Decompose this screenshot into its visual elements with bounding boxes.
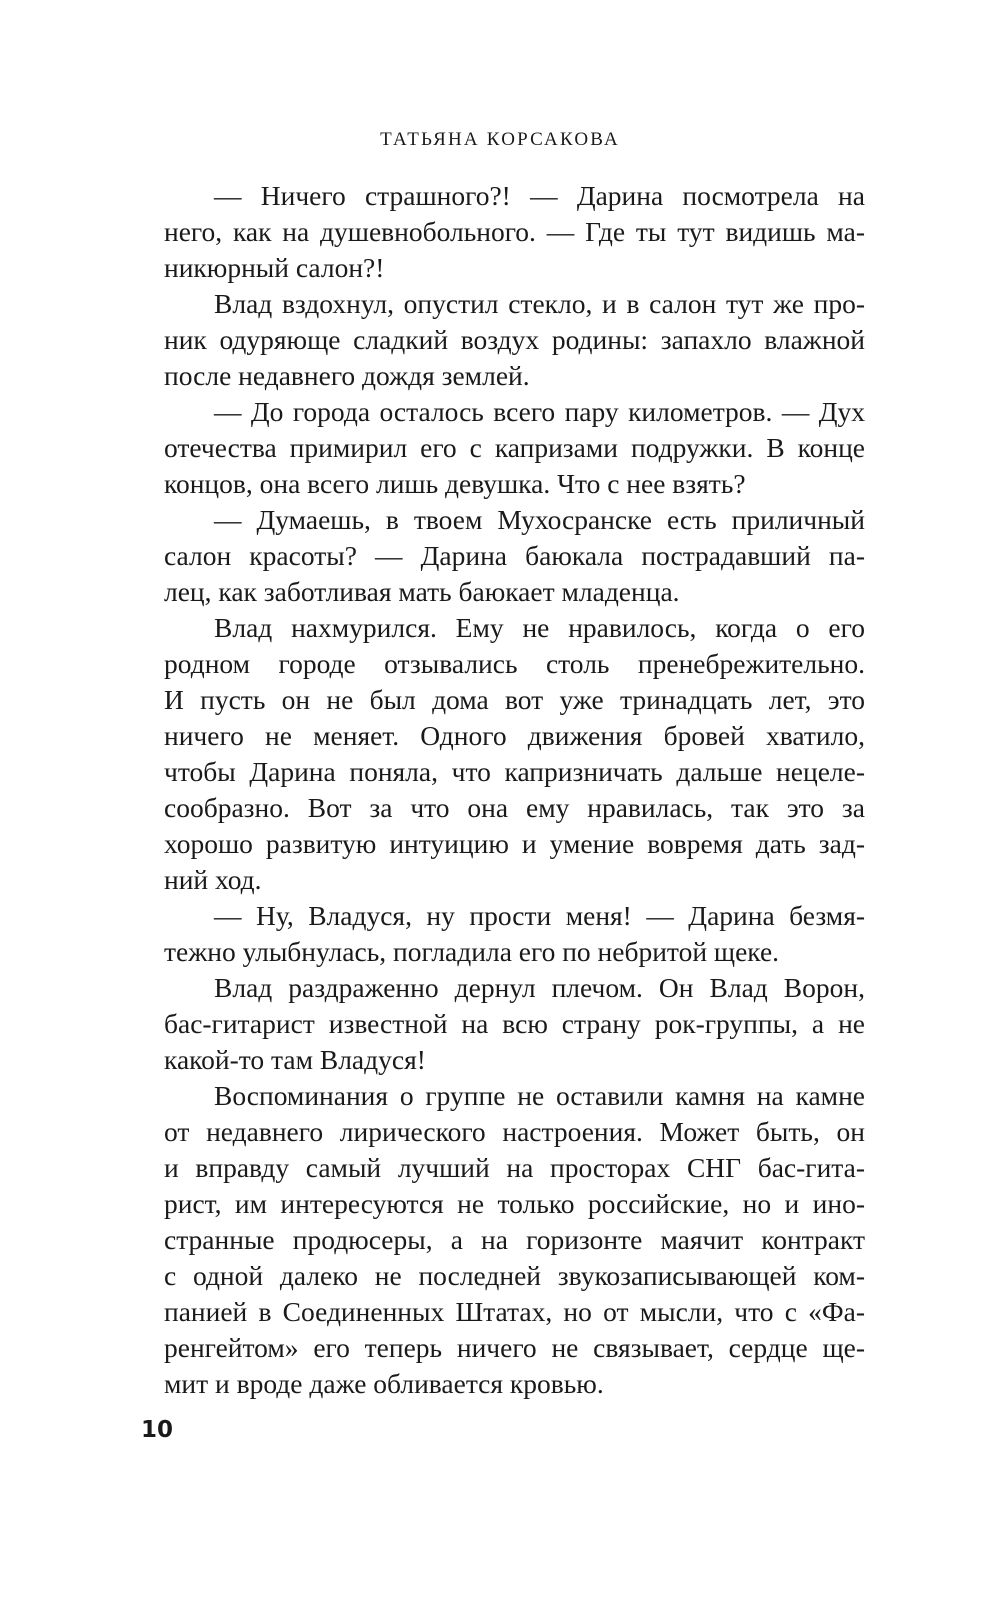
text-line: рист, им интересуются не только российские, но и ино- <box>164 1188 865 1219</box>
text-line: ник одуряюще сладкий воздух родины: запахло влажной <box>164 324 865 355</box>
text-line: — Ну, Владуся, ну прости меня! — Дарина безмя- <box>214 900 865 931</box>
text-line: Воспоминания о группе не оставили камня на камне <box>214 1080 865 1111</box>
text-line: и вправду самый лучший на просторах СНГ бас-гита- <box>164 1152 865 1183</box>
text-line: странные продюсеры, а на горизонте маячит контракт <box>164 1224 865 1255</box>
text-line: родном городе отзывались столь пренебрежительно. <box>164 648 865 679</box>
paragraph <box>164 394 865 502</box>
text-line: ничего не меняет. Одного движения бровей хватило, <box>164 720 865 751</box>
paragraph <box>164 610 865 898</box>
text-line: И пусть он не был дома вот уже тринадцать лет, это <box>164 684 865 715</box>
paragraph <box>164 286 865 394</box>
text-line: отечества примирил его с капризами подружки. В конце <box>164 432 865 463</box>
paragraph <box>164 970 865 1078</box>
paragraph <box>164 1078 865 1402</box>
text-line: него, как на душевнобольного. — Где ты тут видишь ма- <box>164 216 865 247</box>
text-line: какой-то там Владуся! <box>164 1044 426 1075</box>
text-line: — Думаешь, в твоем Мухосранске есть приличный <box>214 504 865 535</box>
text-line: хорошо развитую интуицию и умение вовремя дать зад- <box>164 828 865 859</box>
text-line: бас-гитарист известной на всю страну рок-группы, а не <box>164 1008 865 1039</box>
body-text <box>164 178 865 1402</box>
text-line: панией в Соединенных Штатах, но от мысли, что с «Фа- <box>164 1296 865 1327</box>
text-line: от недавнего лирического настроения. Может быть, он <box>164 1116 865 1147</box>
text-line: с одной далеко не последней звукозаписывающей ком- <box>164 1260 865 1291</box>
paragraph <box>164 898 865 970</box>
text-line: Влад раздраженно дернул плечом. Он Влад Ворон, <box>214 972 865 1003</box>
page-number: 10 <box>141 1417 174 1443</box>
text-line: тежно улыбнулась, погладила его по небритой щеке. <box>164 936 780 967</box>
text-line: — Ничего страшного?! — Дарина посмотрела на <box>214 180 865 211</box>
text-line: ний ход. <box>164 864 262 895</box>
text-line: сообразно. Вот за что она ему нравилась, так это за <box>164 792 865 823</box>
text-line: салон красоты? — Дарина баюкала пострадавший па- <box>164 540 865 571</box>
text-line: концов, она всего лишь девушка. Что с нее взять? <box>164 468 746 499</box>
text-line: лец, как заботливая мать баюкает младенца. <box>164 576 680 607</box>
text-line: ренгейтом» его теперь ничего не связывает, сердце ще- <box>164 1332 865 1363</box>
text-line: никюрный салон?! <box>164 252 385 283</box>
text-line: после недавнего дождя землей. <box>164 360 530 391</box>
running-head-author: ТАТЬЯНА КОРСАКОВА <box>380 129 620 150</box>
paragraph <box>164 502 865 610</box>
text-line: мит и вроде даже обливается кровью. <box>164 1368 604 1399</box>
text-line: Влад нахмурился. Ему не нравилось, когда о его <box>214 612 865 643</box>
paragraph <box>164 178 865 286</box>
text-line: Влад вздохнул, опустил стекло, и в салон тут же про- <box>214 288 865 319</box>
text-line: — До города осталось всего пару километров. — Дух <box>214 396 865 427</box>
text-line: чтобы Дарина поняла, что капризничать дальше нецеле- <box>164 756 865 787</box>
